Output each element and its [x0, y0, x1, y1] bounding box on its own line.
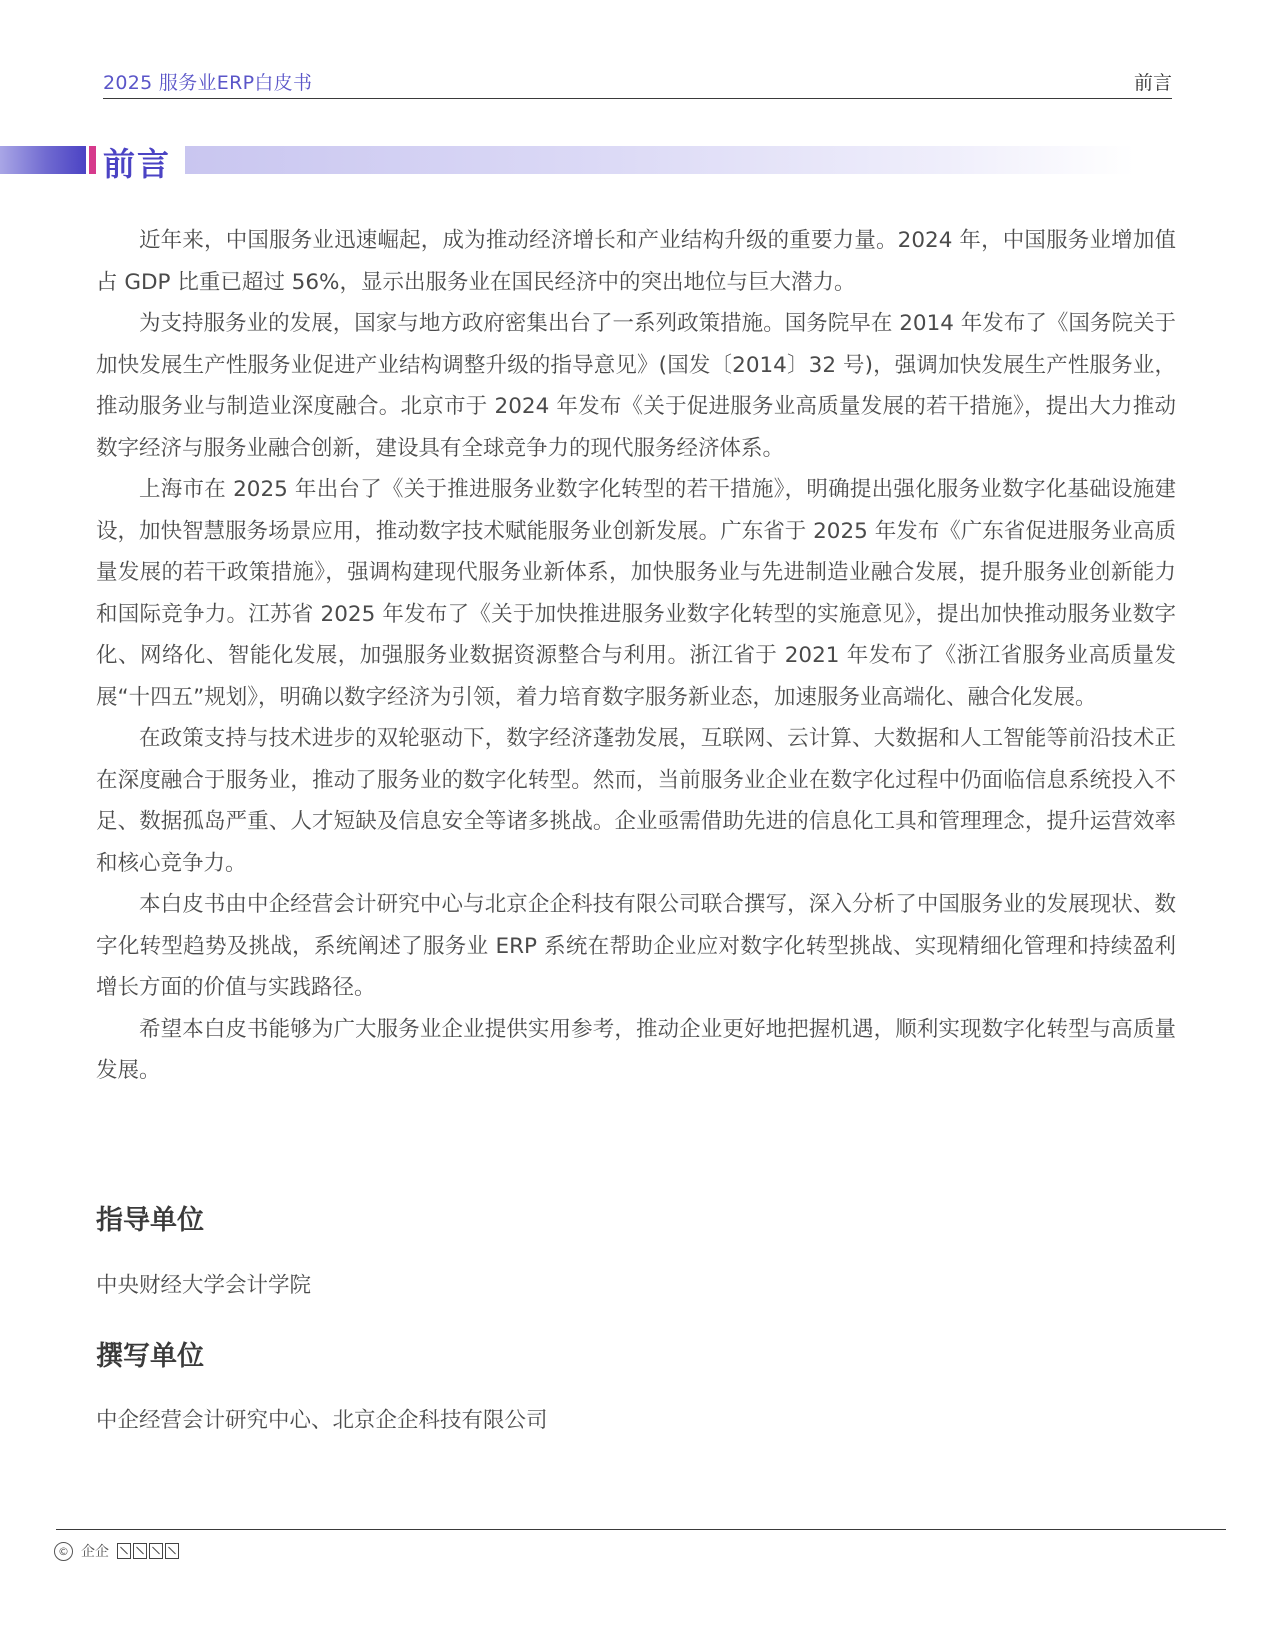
band-gradient-right [185, 146, 1135, 174]
band-accent-bar [89, 146, 96, 174]
footer-divider [56, 1529, 1226, 1530]
missing-glyphs-icon [117, 1543, 179, 1559]
page-footer [54, 1537, 179, 1565]
guidance-text: 中央财经大学会计学院 [96, 1273, 312, 1298]
band-gradient-left [0, 146, 86, 174]
section-title-band [0, 142, 1275, 183]
authors-heading: 撰写单位 [96, 1341, 204, 1372]
paragraph: 本白皮书由中企经营会计研究中心与北京企企科技有限公司联合撰写，深入分析了中国服务业的发展现状、数字化转型趋势及挑战，系统阐述了服务业 ERP 系统在帮助企业应对数字化转型挑战、实现精细化管理和持续盈利增长方面的价值与实践路径。 [96, 892, 1176, 1000]
chapter-label: 前言 [1133, 72, 1172, 94]
copyright-icon: © [54, 1542, 73, 1561]
paragraph: 近年来，中国服务业迅速崛起，成为推动经济增长和产业结构升级的重要力量。2024 年，中国服务业增加值占 GDP 比重已超过 56%，显示出服务业在国民经济中的突出地位与巨大潜力。 [96, 228, 1176, 295]
brand-logo: 企企 [81, 1544, 109, 1560]
paragraph: 在政策支持与技术进步的双轮驱动下，数字经济蓬勃发展，互联网、云计算、大数据和人工智能等前沿技术正在深度融合于服务业，推动了服务业的数字化转型。然而，当前服务业企业在数字化过程中仍面临信息系统投入不足、数据孤岛严重、人才短缺及信息安全等诸多挑战。企业亟需借助先进的信息化工具和管理理念，提升运营效率和核心竞争力。 [96, 726, 1176, 876]
page-header [103, 66, 1172, 99]
paragraph: 上海市在 2025 年出台了《关于推进服务业数字化转型的若干措施》，明确提出强化服务业数字化基础设施建设，加快智慧服务场景应用，推动数字技术赋能服务业创新发展。广东省于 2025 年发布《广东省促进服务业高质量发展的若干政策措施》，强调构建现代服务业新体系，加快服务业与先进制造业融合发展，提升服务业创新能力和国际竞争力。江苏省 2025 年发布了《关于加快推进服务业数字化转型的实施意见》，提出加快推动服务业数字化、网络化、智能化发展，加强服务业数据资源整合与利用。浙江省于 2021 年发布了《浙江省服务业高质量发展“十四五”规划》，明确以数字经济为引领，着力培育数字服务新业态，加速服务业高端化、融合化发展。 [96, 477, 1176, 710]
guidance-heading: 指导单位 [96, 1205, 204, 1236]
document-title: 2025 服务业ERP白皮书 [103, 72, 313, 94]
paragraph: 为支持服务业的发展，国家与地方政府密集出台了一系列政策措施。国务院早在 2014 年发布了《国务院关于加快发展生产性服务业促进产业结构调整升级的指导意见》(国发〔2014〕32 号)，强调加快发展生产性服务业，推动服务业与制造业深度融合。北京市于 2024 年发布《关于促进服务业高质量发展的若干措施》，提出大力推动数字经济与服务业融合创新，建设具有全球竞争力的现代服务经济体系。 [96, 311, 1176, 461]
paragraph: 希望本白皮书能够为广大服务业企业提供实用参考，推动企业更好地把握机遇，顺利实现数字化转型与高质量发展。 [96, 1016, 1176, 1083]
authors-text: 中企经营会计研究中心、北京企企科技有限公司 [96, 1408, 548, 1433]
preface-body [96, 220, 1176, 1092]
section-title: 前言 [103, 145, 172, 183]
